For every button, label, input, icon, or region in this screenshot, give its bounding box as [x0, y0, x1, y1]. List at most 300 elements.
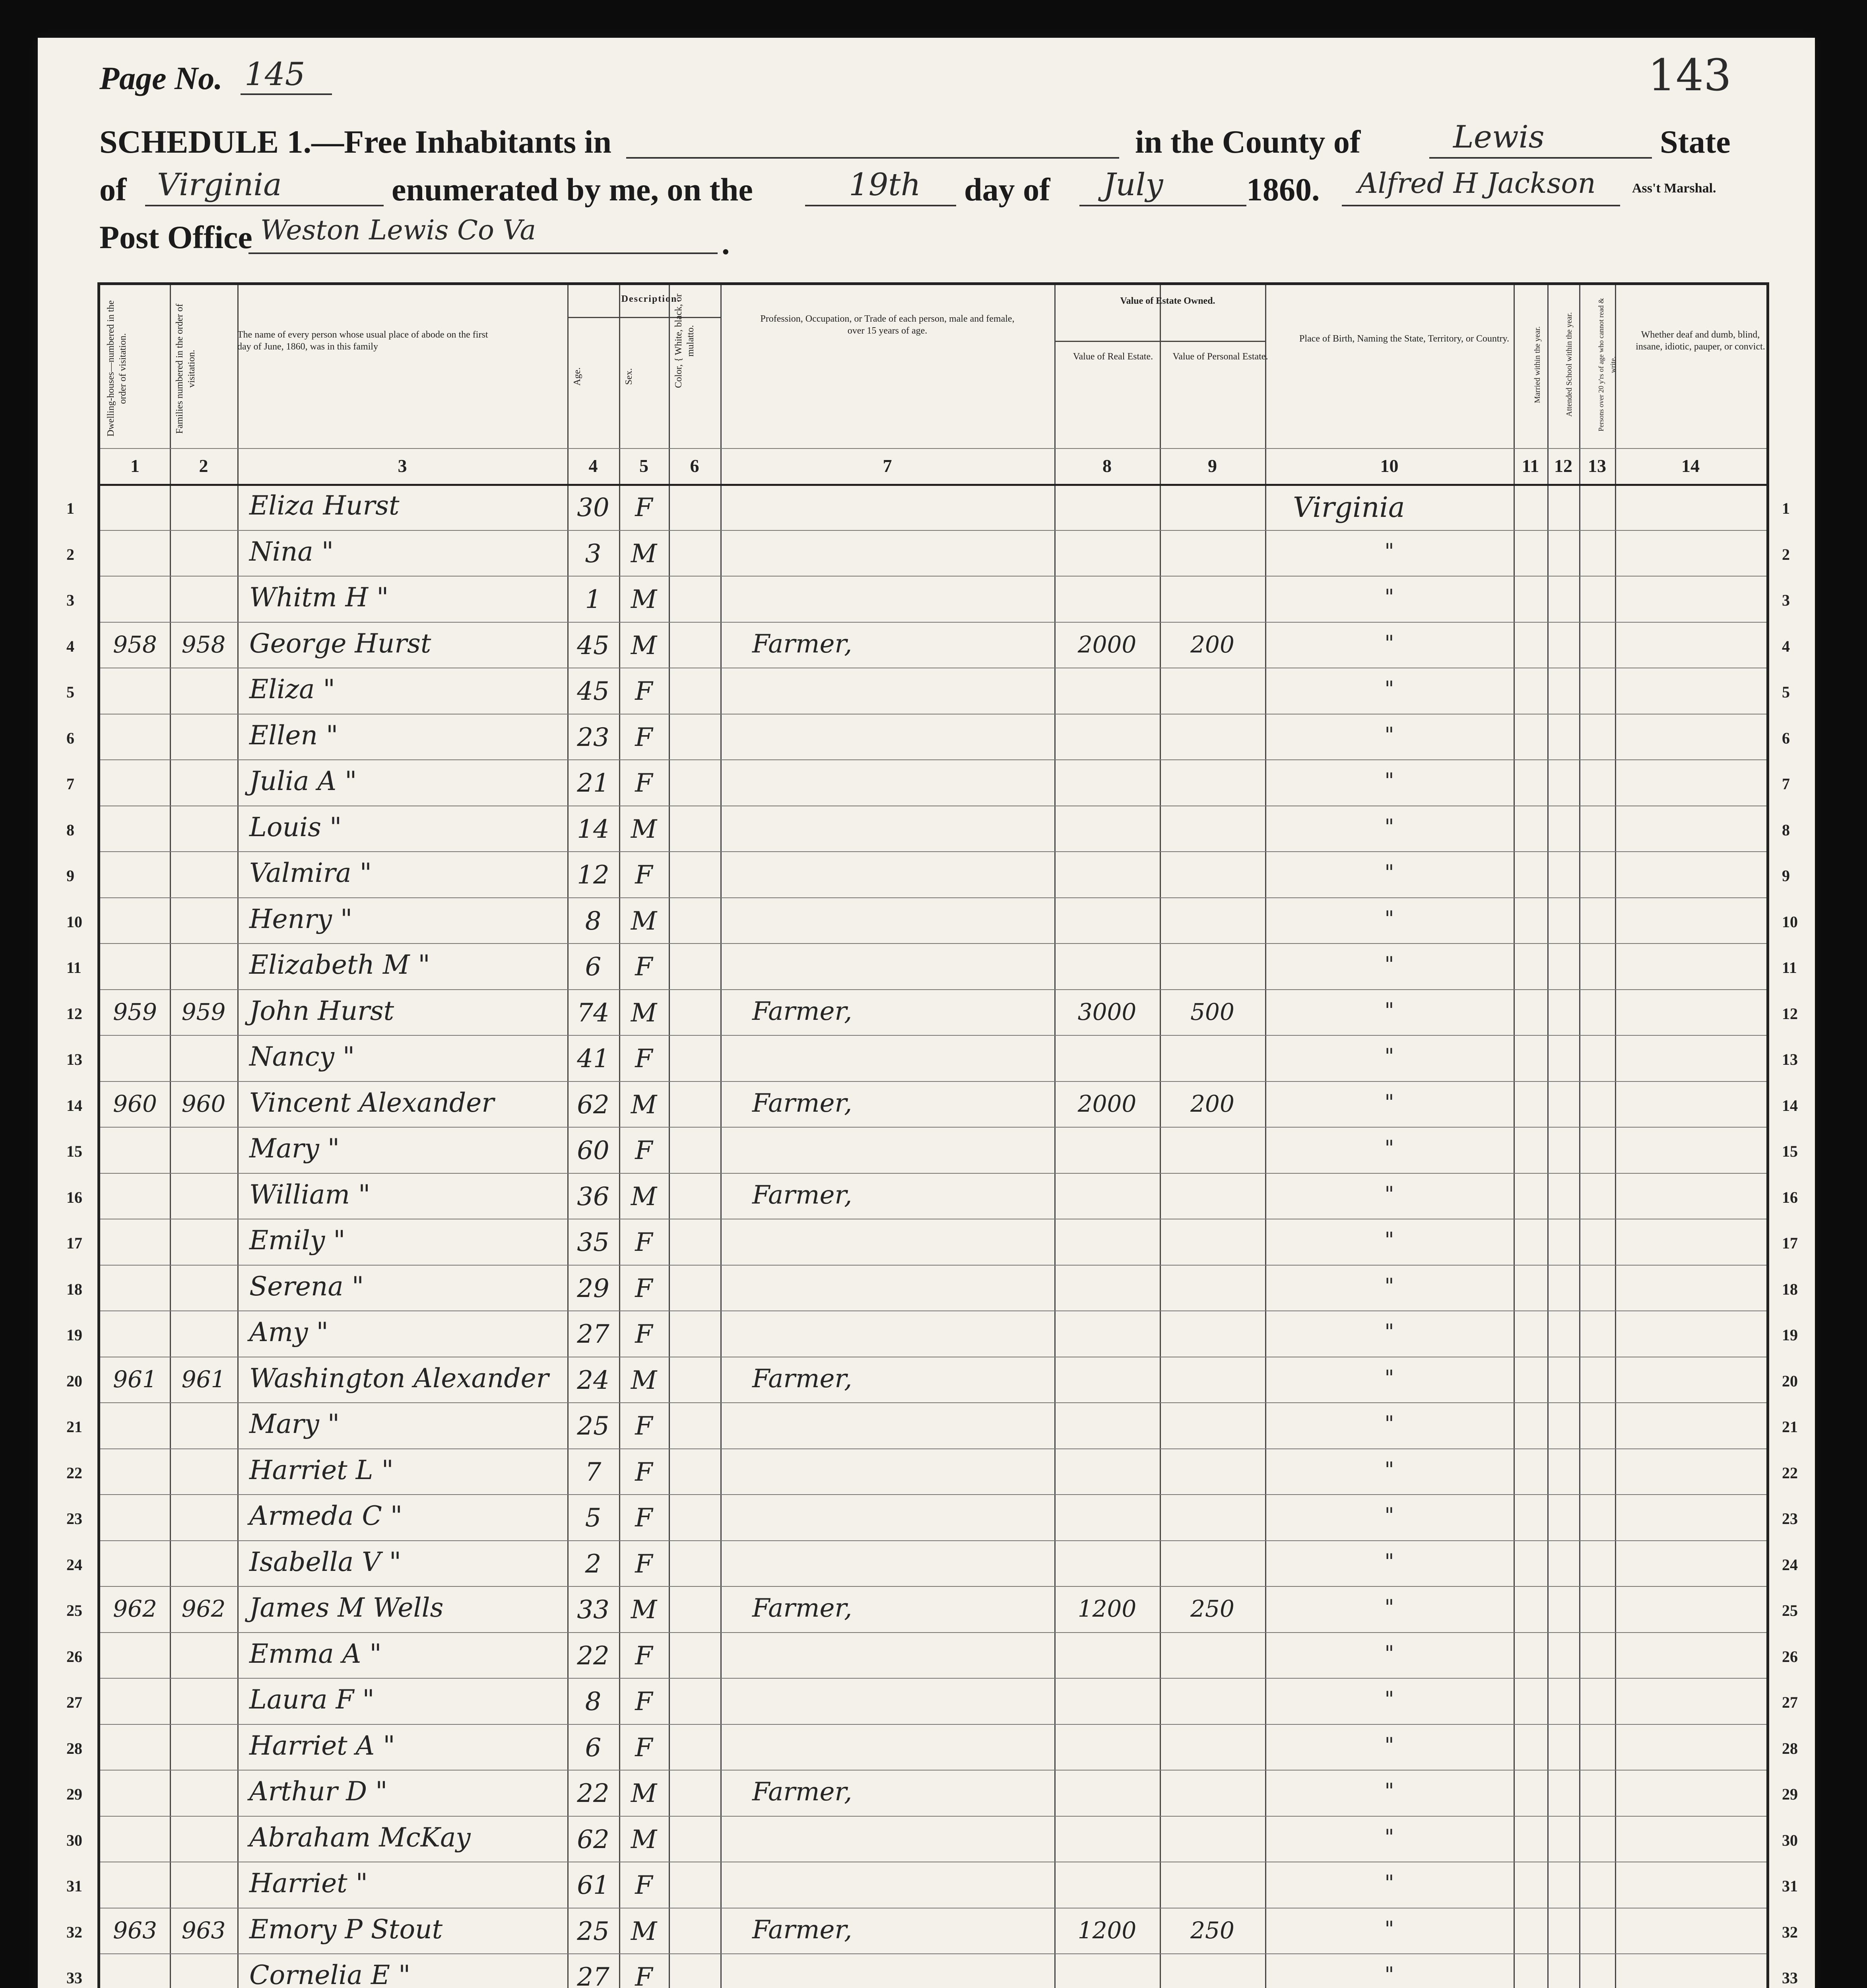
birthplace-value: ": [1384, 1549, 1394, 1574]
census-table: [66, 282, 1798, 1988]
row-rule: [100, 759, 1766, 760]
person-name: Harriet A ": [249, 1730, 395, 1761]
column-rule: [1579, 285, 1580, 1988]
line-number-right: 4: [1782, 637, 1790, 655]
occupation-value: Farmer,: [752, 996, 852, 1026]
age-value: 1: [585, 585, 602, 614]
personal-estate-value: 250: [1190, 1916, 1234, 1944]
person-name: John Hurst: [249, 995, 394, 1026]
column-number: 6: [690, 456, 699, 476]
line-number-left: 21: [66, 1418, 82, 1436]
line-number-left: 7: [66, 775, 74, 793]
row-rule: [100, 1540, 1766, 1541]
enumerated-label: enumerated by me, on the: [392, 171, 753, 208]
line-number-left: 2: [66, 545, 74, 563]
age-value: 8: [585, 1687, 602, 1716]
county-value: Lewis: [1453, 119, 1545, 155]
age-value: 6: [585, 1733, 602, 1763]
county-underline: [1429, 157, 1652, 159]
line-number-left: 27: [66, 1693, 82, 1711]
sex-value: F: [635, 1733, 653, 1763]
person-name: Elizabeth M ": [249, 949, 430, 980]
line-number-left: 26: [66, 1647, 82, 1666]
sex-value: M: [631, 1916, 657, 1946]
birthplace-value: ": [1384, 1963, 1394, 1987]
line-number-left: 13: [66, 1050, 82, 1068]
birthplace-value: ": [1384, 815, 1394, 839]
dwelling-number: 960: [113, 1090, 157, 1117]
column-number: 13: [1588, 456, 1606, 476]
column-rule: [1265, 285, 1266, 1988]
column-rule: [170, 285, 171, 1988]
sex-value: M: [631, 814, 657, 844]
day-value: 19th: [849, 167, 921, 203]
line-number-left: 15: [66, 1142, 82, 1160]
birthplace-value: ": [1384, 953, 1394, 977]
birthplace-value: ": [1384, 769, 1394, 793]
page-no-underline: [241, 93, 332, 95]
age-value: 14: [577, 814, 609, 844]
dwelling-number: 958: [113, 631, 157, 658]
col1-header: Dwelling-houses—numbered in the order of visitation.: [106, 300, 128, 437]
column-number: 1: [130, 456, 140, 476]
sex-value: F: [635, 1320, 653, 1349]
column-rule: [1547, 285, 1549, 1988]
line-number-left: 30: [66, 1831, 82, 1849]
person-name: Ellen ": [249, 720, 338, 751]
column-rule: [1514, 285, 1515, 1988]
line-number-right: 7: [1782, 775, 1790, 793]
col7-header: Profession, Occupation, or Trade of each person, male and female, over 15 years of age.: [760, 314, 1015, 336]
age-value: 74: [577, 998, 609, 1028]
value-estate-header: Value of Estate Owned.: [1120, 296, 1215, 306]
person-name: Vincent Alexander: [249, 1087, 494, 1118]
line-number-right: 5: [1782, 683, 1790, 701]
person-name: Harriet ": [249, 1868, 368, 1899]
county-label: in the County of: [1135, 124, 1361, 160]
personal-estate-value: 200: [1190, 1090, 1234, 1117]
sex-value: F: [635, 722, 653, 752]
age-value: 25: [577, 1916, 609, 1946]
line-number-right: 31: [1782, 1877, 1798, 1895]
family-number: 961: [181, 1365, 226, 1393]
person-name: Mary ": [249, 1133, 340, 1164]
person-name: Armeda C ": [249, 1501, 403, 1531]
sex-value: M: [631, 1365, 657, 1395]
col10-header: Place of Birth, Naming the State, Territory, or Country.: [1299, 334, 1509, 344]
birthplace-value: ": [1384, 907, 1394, 931]
row-rule: [100, 1265, 1766, 1266]
occupation-value: Farmer,: [752, 1088, 852, 1118]
age-value: 24: [577, 1365, 609, 1395]
age-value: 6: [585, 952, 602, 982]
line-number-right: 8: [1782, 821, 1790, 839]
birthplace-value: ": [1384, 585, 1394, 609]
line-number-left: 23: [66, 1510, 82, 1528]
post-office-underline: [248, 252, 718, 254]
age-value: 27: [577, 1963, 609, 1988]
column-number: 5: [639, 456, 648, 476]
person-name: Emily ": [249, 1225, 345, 1256]
line-number-right: 29: [1782, 1785, 1798, 1803]
row-rule: [100, 622, 1766, 623]
birthplace-value: ": [1384, 998, 1394, 1023]
sex-value: M: [631, 1779, 657, 1808]
occupation-value: Farmer,: [752, 629, 852, 659]
col2-header: Families numbered in the order of visitation.: [175, 303, 197, 434]
post-office-label: Post Office: [99, 219, 252, 255]
age-value: 36: [577, 1182, 609, 1211]
row-rule: [100, 1816, 1766, 1817]
column-rule: [567, 285, 569, 1988]
person-name: Abraham McKay: [249, 1822, 471, 1853]
col12-header: Attended School within the year.: [1565, 312, 1574, 417]
sex-value: F: [635, 860, 653, 890]
line-number-left: 31: [66, 1877, 82, 1895]
line-number-left: 6: [66, 729, 74, 747]
birthplace-value: ": [1384, 1825, 1394, 1849]
row-rule: [100, 1770, 1766, 1771]
dwelling-number: 961: [113, 1365, 157, 1393]
line-number-right: 26: [1782, 1647, 1798, 1666]
row-rule: [100, 1724, 1766, 1725]
row-rule: [100, 851, 1766, 852]
line-number-right: 19: [1782, 1326, 1798, 1344]
birthplace-value: ": [1384, 1228, 1394, 1252]
family-number: 963: [181, 1916, 226, 1944]
line-number-right: 33: [1782, 1969, 1798, 1987]
age-value: 45: [577, 631, 609, 660]
place-underline: [626, 157, 1119, 159]
line-number-right: 24: [1782, 1555, 1798, 1574]
sex-value: F: [635, 1044, 653, 1074]
column-rule: [720, 285, 722, 1988]
column-number: 12: [1554, 456, 1572, 476]
family-number: 962: [181, 1595, 226, 1622]
age-value: 25: [577, 1411, 609, 1441]
line-number-left: 20: [66, 1372, 82, 1390]
line-number-right: 12: [1782, 1004, 1798, 1023]
sex-value: M: [631, 998, 657, 1028]
age-value: 23: [577, 722, 609, 752]
column-rule: [237, 285, 239, 1988]
sex-value: F: [635, 1963, 653, 1988]
birthplace-value: ": [1384, 1641, 1394, 1666]
column-rule: [669, 285, 670, 1988]
line-number-left: 1: [66, 499, 74, 517]
family-number: 958: [181, 631, 226, 658]
personal-estate-value: 200: [1190, 631, 1234, 658]
row-rule: [100, 1310, 1766, 1311]
age-value: 8: [585, 906, 602, 936]
birthplace-value: ": [1384, 1182, 1394, 1206]
person-name: Nina ": [249, 536, 334, 567]
day-underline: [805, 205, 956, 206]
line-number-left: 24: [66, 1555, 82, 1574]
birthplace-value: ": [1384, 1504, 1394, 1528]
birthplace-value: ": [1384, 1320, 1394, 1344]
occupation-value: Farmer,: [752, 1594, 852, 1623]
row-rule: [100, 943, 1766, 944]
row-rule: [100, 1586, 1766, 1587]
line-number-right: 16: [1782, 1188, 1798, 1206]
line-number-left: 28: [66, 1739, 82, 1757]
sex-value: M: [631, 1182, 657, 1211]
person-name: Amy ": [249, 1317, 328, 1347]
col14-header: Whether deaf and dumb, blind, insane, idiotic, pauper, or convict.: [1636, 330, 1765, 352]
birthplace-value: ": [1384, 1090, 1394, 1114]
age-value: 2: [585, 1549, 602, 1579]
row-rule: [100, 1173, 1766, 1174]
line-number-right: 20: [1782, 1372, 1798, 1390]
line-number-left: 11: [66, 959, 82, 977]
sex-value: F: [635, 1641, 653, 1671]
column-number: 9: [1208, 456, 1217, 476]
person-name: Eliza ": [249, 674, 335, 705]
age-value: 12: [577, 860, 609, 890]
birthplace-value: ": [1384, 1733, 1394, 1757]
sex-value: F: [635, 1871, 653, 1900]
line-number-left: 18: [66, 1280, 82, 1298]
year-label: 1860.: [1246, 171, 1320, 208]
column-number: 8: [1102, 456, 1112, 476]
sex-value: M: [631, 1595, 657, 1625]
marshal-label: Ass't Marshal.: [1632, 181, 1716, 196]
age-value: 29: [577, 1274, 609, 1303]
col6-header: Color, { White, black, or mulatto.: [673, 293, 696, 388]
dwelling-number: 963: [113, 1916, 157, 1944]
birthplace-value: ": [1384, 1366, 1394, 1390]
person-name: Arthur D ": [249, 1776, 388, 1807]
line-number-left: 33: [66, 1969, 82, 1987]
person-name: James M Wells: [249, 1592, 444, 1623]
sex-value: M: [631, 539, 657, 569]
line-number-left: 5: [66, 683, 74, 701]
sex-value: M: [631, 631, 657, 660]
personal-estate-value: 250: [1190, 1595, 1234, 1622]
col5-header: Sex.: [624, 368, 634, 385]
occupation-value: Farmer,: [752, 1180, 852, 1210]
sex-value: F: [635, 1136, 653, 1165]
line-number-right: 32: [1782, 1923, 1798, 1941]
row-rule: [100, 1953, 1766, 1954]
census-sheet: [38, 38, 1815, 1988]
line-number-right: 13: [1782, 1050, 1798, 1068]
person-name: Julia A ": [249, 766, 357, 796]
stamp-number: 143: [1648, 50, 1731, 101]
line-number-right: 28: [1782, 1739, 1798, 1757]
line-number-right: 21: [1782, 1418, 1798, 1436]
sex-value: M: [631, 1090, 657, 1120]
birthplace-value: ": [1384, 1596, 1394, 1619]
age-value: 22: [577, 1641, 609, 1671]
age-value: 62: [577, 1825, 609, 1854]
line-number-left: 25: [66, 1602, 82, 1619]
column-number: 3: [398, 456, 407, 476]
person-name: George Hurst: [249, 628, 431, 659]
person-name: Nancy ": [249, 1041, 355, 1072]
sex-value: M: [631, 585, 657, 614]
sex-value: F: [635, 1457, 653, 1487]
person-name: Emory P Stout: [249, 1914, 443, 1945]
row-rule: [100, 448, 1766, 449]
line-number-left: 29: [66, 1785, 82, 1803]
real-estate-value: 1200: [1077, 1595, 1137, 1622]
col13-header: Persons over 20 y'rs of age who cannot read & write.: [1597, 298, 1617, 431]
sex-value: F: [635, 1503, 653, 1533]
age-value: 61: [577, 1871, 609, 1900]
birthplace-value: ": [1384, 723, 1394, 747]
row-rule: [100, 989, 1766, 990]
line-number-left: 19: [66, 1326, 82, 1344]
month-underline: [1079, 205, 1246, 206]
line-number-left: 32: [66, 1923, 82, 1941]
line-number-right: 9: [1782, 867, 1790, 885]
birthplace-value: ": [1384, 539, 1394, 563]
column-number: 7: [883, 456, 892, 476]
birthplace-value: ": [1384, 861, 1394, 885]
sex-value: M: [631, 1825, 657, 1854]
col4-header: Age.: [572, 367, 582, 386]
column-rule: [1615, 285, 1616, 1988]
marshal-value: Alfred H Jackson: [1358, 167, 1596, 200]
column-number: 2: [199, 456, 208, 476]
of-label: of: [99, 171, 127, 208]
line-number-right: 17: [1782, 1234, 1798, 1252]
occupation-value: Farmer,: [752, 1777, 852, 1807]
birthplace-value: ": [1384, 1871, 1394, 1895]
line-number-right: 18: [1782, 1280, 1798, 1298]
row-rule: [100, 897, 1766, 898]
birthplace-value: Virginia: [1293, 491, 1405, 524]
birthplace-value: ": [1384, 1136, 1394, 1160]
line-number-right: 27: [1782, 1693, 1798, 1711]
sex-value: F: [635, 952, 653, 982]
age-value: 41: [577, 1044, 609, 1074]
header-subrule: [1054, 341, 1265, 342]
age-value: 5: [585, 1503, 602, 1533]
column-number: 11: [1522, 456, 1539, 476]
line-number-left: 16: [66, 1188, 82, 1206]
description-header: Description.: [621, 294, 681, 304]
state-label: State: [1660, 124, 1731, 160]
birthplace-value: ": [1384, 1687, 1394, 1711]
family-number: 959: [181, 998, 226, 1025]
line-number-right: 2: [1782, 545, 1790, 563]
line-number-right: 15: [1782, 1142, 1798, 1160]
column-rule: [1160, 285, 1161, 1988]
age-value: 35: [577, 1228, 609, 1257]
col8-header: Value of Real Estate.: [1073, 351, 1153, 362]
birthplace-value: ": [1384, 1412, 1394, 1436]
row-rule: [100, 1632, 1766, 1633]
state-underline: [145, 205, 384, 206]
month-value: July: [1103, 167, 1163, 203]
person-name: Serena ": [249, 1271, 364, 1302]
state-value: Virginia: [157, 167, 282, 203]
real-estate-value: 2000: [1077, 631, 1137, 658]
line-number-right: 3: [1782, 591, 1790, 609]
page-no-label: Page No.: [99, 60, 223, 96]
column-rule: [1054, 285, 1056, 1988]
line-number-left: 9: [66, 867, 74, 885]
line-number-left: 14: [66, 1096, 82, 1114]
person-name: Emma A ": [249, 1638, 382, 1669]
line-number-right: 14: [1782, 1096, 1798, 1114]
page-no-value: 145: [245, 56, 305, 93]
col11-header: Married within the year.: [1533, 326, 1542, 403]
post-office-period: .: [722, 225, 730, 261]
post-office-value: Weston Lewis Co Va: [260, 215, 536, 246]
column-rule: [619, 285, 620, 1988]
sex-value: F: [635, 769, 653, 798]
sex-value: M: [631, 906, 657, 936]
dwelling-number: 959: [113, 998, 157, 1025]
row-rule: [100, 1448, 1766, 1449]
row-rule: [100, 1402, 1766, 1403]
real-estate-value: 3000: [1077, 998, 1137, 1025]
age-value: 62: [577, 1090, 609, 1120]
dwelling-number: 962: [113, 1595, 157, 1622]
age-value: 27: [577, 1320, 609, 1349]
age-value: 60: [577, 1136, 609, 1165]
line-number-right: 1: [1782, 499, 1790, 517]
row-rule: [100, 484, 1766, 486]
person-name: Laura F ": [249, 1684, 375, 1715]
col9-header: Value of Personal Estate.: [1172, 351, 1268, 362]
person-name: Valmira ": [249, 858, 372, 888]
real-estate-value: 2000: [1077, 1090, 1137, 1117]
sex-value: F: [635, 1411, 653, 1441]
line-number-right: 25: [1782, 1602, 1798, 1619]
person-name: Louis ": [249, 812, 342, 843]
line-number-left: 3: [66, 591, 74, 609]
column-number: 14: [1681, 456, 1700, 476]
schedule-title: SCHEDULE 1.—Free Inhabitants in: [99, 124, 611, 160]
row-rule: [100, 1678, 1766, 1679]
sex-value: F: [635, 1228, 653, 1257]
line-number-left: 10: [66, 912, 82, 931]
sex-value: F: [635, 677, 653, 706]
line-number-right: 11: [1782, 959, 1797, 977]
column-number: 4: [588, 456, 598, 476]
birthplace-value: ": [1384, 1274, 1394, 1298]
column-number: 10: [1380, 456, 1399, 476]
person-name: Whitm H ": [249, 582, 389, 613]
day-label: day of: [964, 171, 1050, 208]
age-value: 7: [585, 1457, 602, 1487]
real-estate-value: 1200: [1077, 1916, 1137, 1944]
line-number-left: 22: [66, 1464, 82, 1482]
row-rule: [100, 1081, 1766, 1082]
sex-value: F: [635, 1549, 653, 1579]
birthplace-value: ": [1384, 1044, 1394, 1068]
person-name: William ": [249, 1179, 371, 1210]
row-rule: [100, 1494, 1766, 1495]
occupation-value: Farmer,: [752, 1915, 852, 1945]
row-rule: [100, 530, 1766, 531]
line-number-right: 10: [1782, 912, 1798, 931]
person-name: Harriet L ": [249, 1454, 394, 1485]
birthplace-value: ": [1384, 677, 1394, 701]
row-rule: [100, 576, 1766, 577]
marshal-underline: [1342, 205, 1620, 206]
row-rule: [100, 1035, 1766, 1036]
person-name: Washington Alexander: [249, 1363, 549, 1394]
birthplace-value: ": [1384, 1458, 1394, 1482]
person-name: Henry ": [249, 903, 353, 934]
row-rule: [100, 1127, 1766, 1128]
